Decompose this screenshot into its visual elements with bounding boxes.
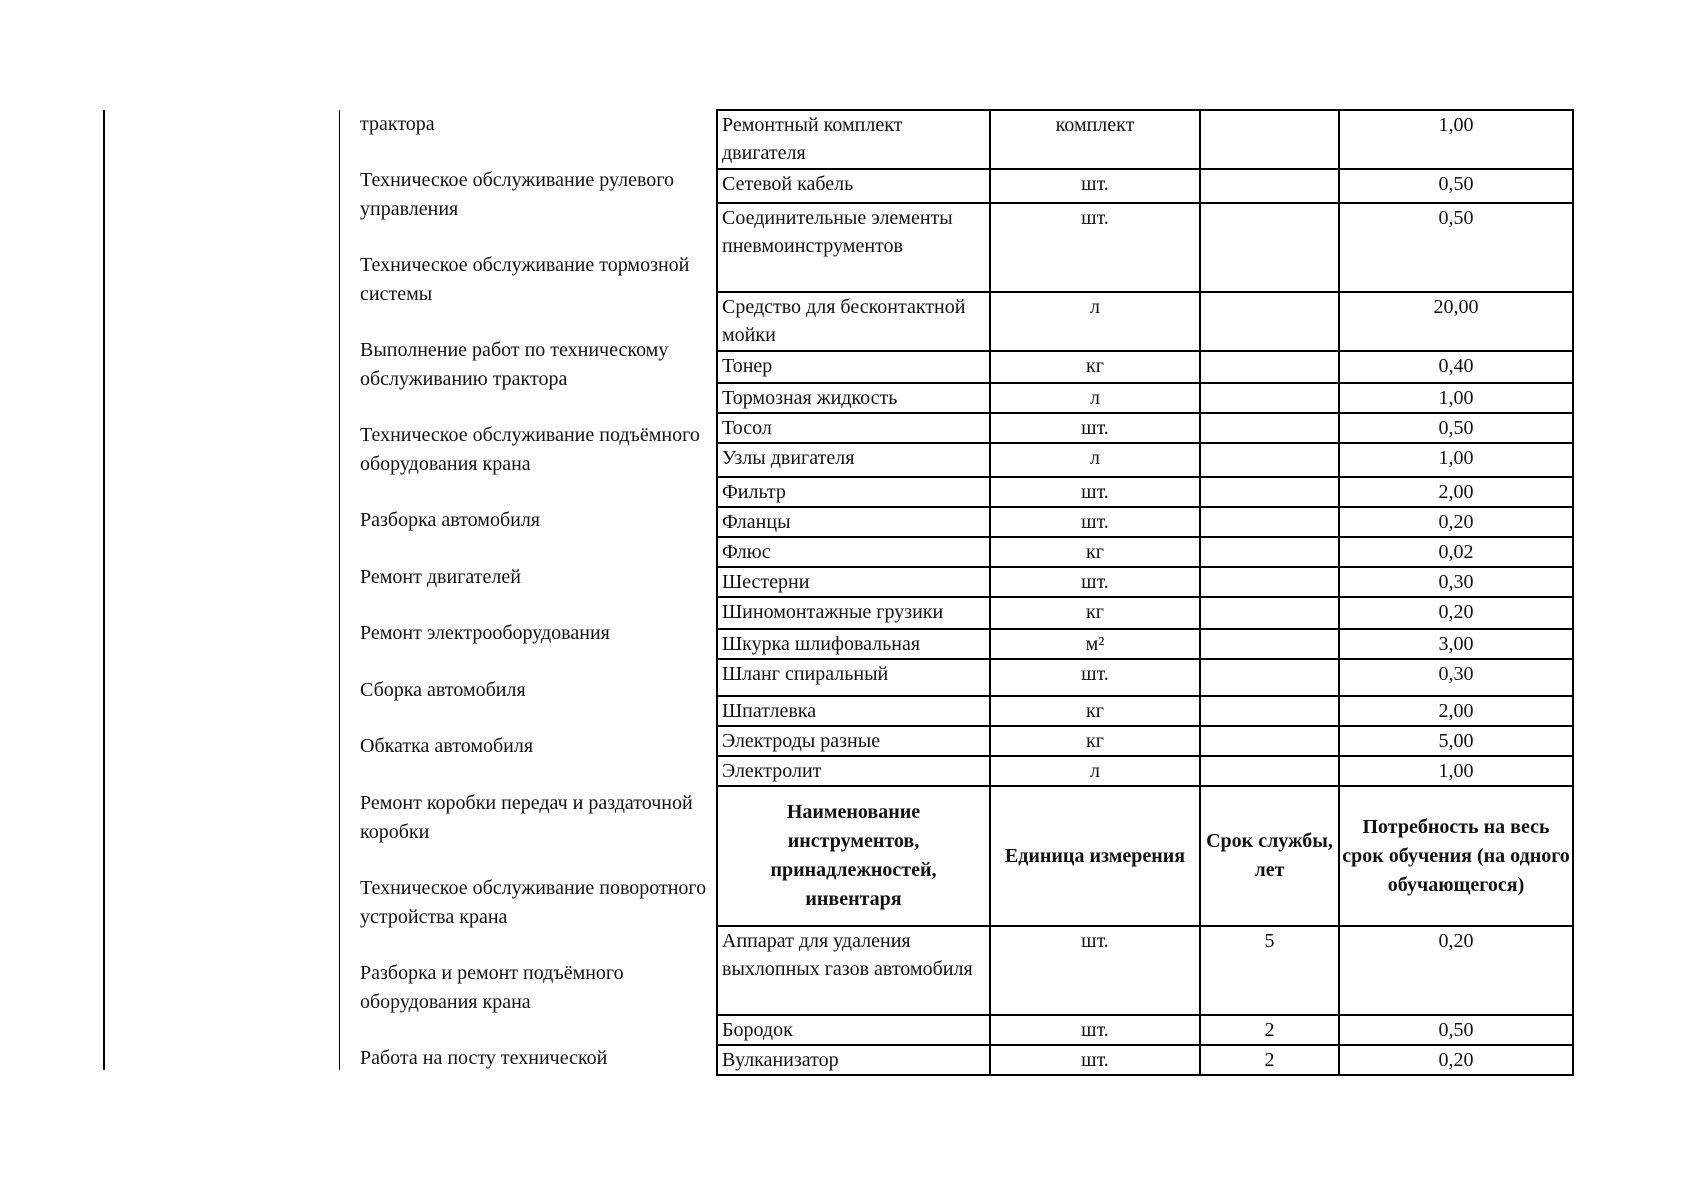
material-name: Шпатлевка bbox=[717, 696, 990, 726]
material-life bbox=[1200, 383, 1339, 413]
equipment-table bbox=[716, 109, 1574, 1076]
material-need: 20,00 bbox=[1339, 292, 1573, 351]
header-need-cell: Потребность на весь срок обучения (на одного обучающегося) bbox=[1339, 786, 1573, 926]
material-need: 1,00 bbox=[1339, 443, 1573, 477]
material-need: 0,02 bbox=[1339, 537, 1573, 567]
material-unit: кг bbox=[990, 726, 1200, 756]
material-need: 0,20 bbox=[1339, 507, 1573, 537]
material-need: 0,20 bbox=[1339, 597, 1573, 629]
material-unit: кг bbox=[990, 597, 1200, 629]
material-name: Флюс bbox=[717, 537, 990, 567]
table-row bbox=[717, 629, 1573, 659]
material-life bbox=[1200, 726, 1339, 756]
topic-item: Обкатка автомобиля bbox=[360, 735, 534, 757]
table-row bbox=[717, 110, 1573, 169]
header-life-cell: Срок службы, лет bbox=[1200, 786, 1339, 926]
material-life bbox=[1200, 443, 1339, 477]
material-name: Средство для бесконтактной мойки bbox=[717, 292, 990, 351]
topic-item: Техническое обслуживание поворотного устройства крана bbox=[360, 877, 707, 928]
material-need: 0,30 bbox=[1339, 567, 1573, 597]
header-name-cell: Наименование инструментов, принадлежностей, инвентаря bbox=[717, 786, 990, 926]
material-need: 0,40 bbox=[1339, 351, 1573, 383]
material-life bbox=[1200, 567, 1339, 597]
material-life bbox=[1200, 110, 1339, 169]
table-row bbox=[717, 351, 1573, 383]
tool-name: Вулканизатор bbox=[717, 1045, 990, 1075]
tool-need: 0,20 bbox=[1339, 1045, 1573, 1075]
material-life bbox=[1200, 597, 1339, 629]
material-unit: шт. bbox=[990, 413, 1200, 443]
material-name: Соединительные элементы пневмоинструментов bbox=[717, 203, 990, 292]
topic-item: Ремонт коробки передач и раздаточной коробки bbox=[360, 792, 693, 843]
table-row bbox=[717, 477, 1573, 507]
material-name: Электроды разные bbox=[717, 726, 990, 756]
material-unit: шт. bbox=[990, 507, 1200, 537]
topic-item: Ремонт двигателей bbox=[360, 566, 521, 588]
table-row bbox=[717, 169, 1573, 203]
topic-item: Техническое обслуживание тормозной системы bbox=[360, 254, 690, 305]
table-row bbox=[717, 292, 1573, 351]
topic-item: Ремонт электрооборудования bbox=[360, 622, 610, 644]
material-need: 0,50 bbox=[1339, 413, 1573, 443]
material-unit: шт. bbox=[990, 659, 1200, 696]
material-name: Шланг спиральный bbox=[717, 659, 990, 696]
material-life bbox=[1200, 292, 1339, 351]
material-need: 3,00 bbox=[1339, 629, 1573, 659]
table-row bbox=[717, 567, 1573, 597]
material-life bbox=[1200, 413, 1339, 443]
material-name: Сетевой кабель bbox=[717, 169, 990, 203]
table-row bbox=[717, 726, 1573, 756]
material-need: 2,00 bbox=[1339, 477, 1573, 507]
tool-need: 0,20 bbox=[1339, 926, 1573, 1015]
material-name: Узлы двигателя bbox=[717, 443, 990, 477]
table-row bbox=[717, 1015, 1573, 1045]
table-row bbox=[717, 696, 1573, 726]
material-name: Шиномонтажные грузики bbox=[717, 597, 990, 629]
material-life bbox=[1200, 203, 1339, 292]
topic-item: Техническое обслуживание рулевого управления bbox=[360, 169, 674, 220]
tool-unit: шт. bbox=[990, 1045, 1200, 1075]
material-need: 0,50 bbox=[1339, 203, 1573, 292]
topic-item: трактора bbox=[360, 113, 435, 135]
tool-life: 2 bbox=[1200, 1045, 1339, 1075]
topic-item: Техническое обслуживание подъёмного оборудования крана bbox=[360, 424, 700, 475]
material-life bbox=[1200, 351, 1339, 383]
table-row bbox=[717, 383, 1573, 413]
material-unit: комплект bbox=[990, 110, 1200, 169]
tool-life: 2 bbox=[1200, 1015, 1339, 1045]
topic-item: Работа на посту технической bbox=[360, 1047, 608, 1069]
material-unit: л bbox=[990, 443, 1200, 477]
table-row bbox=[717, 413, 1573, 443]
material-unit: м² bbox=[990, 629, 1200, 659]
material-unit: л bbox=[990, 292, 1200, 351]
material-life bbox=[1200, 169, 1339, 203]
material-name: Тонер bbox=[717, 351, 990, 383]
topic-item: Сборка автомобиля bbox=[360, 679, 526, 701]
material-need: 1,00 bbox=[1339, 110, 1573, 169]
material-life bbox=[1200, 659, 1339, 696]
material-unit: кг bbox=[990, 537, 1200, 567]
material-need: 2,00 bbox=[1339, 696, 1573, 726]
material-need: 1,00 bbox=[1339, 383, 1573, 413]
material-unit: шт. bbox=[990, 203, 1200, 292]
table-row bbox=[717, 756, 1573, 786]
topic-item: Выполнение работ по техническому обслуживанию трактора bbox=[360, 339, 669, 390]
material-name: Тосол bbox=[717, 413, 990, 443]
tool-need: 0,50 bbox=[1339, 1015, 1573, 1045]
header-unit-cell: Единица измерения bbox=[990, 786, 1200, 926]
table-row bbox=[717, 203, 1573, 292]
table-row bbox=[717, 1045, 1573, 1075]
tool-life: 5 bbox=[1200, 926, 1339, 1015]
table-row bbox=[717, 443, 1573, 477]
material-name: Фильтр bbox=[717, 477, 990, 507]
table-row bbox=[717, 659, 1573, 696]
material-unit: шт. bbox=[990, 477, 1200, 507]
material-name: Фланцы bbox=[717, 507, 990, 537]
topic-item: Разборка и ремонт подъёмного оборудования крана bbox=[360, 962, 624, 1013]
material-need: 0,30 bbox=[1339, 659, 1573, 696]
material-unit: шт. bbox=[990, 567, 1200, 597]
material-life bbox=[1200, 507, 1339, 537]
material-unit: л bbox=[990, 383, 1200, 413]
column-divider-rule bbox=[339, 110, 340, 1070]
tool-unit: шт. bbox=[990, 1015, 1200, 1045]
tool-name: Аппарат для удаления выхлопных газов автомобиля bbox=[717, 926, 990, 1015]
material-need: 5,00 bbox=[1339, 726, 1573, 756]
tool-unit: шт. bbox=[990, 926, 1200, 1015]
topic-item: Разборка автомобиля bbox=[360, 509, 540, 531]
material-life bbox=[1200, 756, 1339, 786]
tools-header-row bbox=[717, 786, 1573, 926]
table-row bbox=[717, 926, 1573, 1015]
table-row bbox=[717, 597, 1573, 629]
material-life bbox=[1200, 477, 1339, 507]
material-unit: кг bbox=[990, 351, 1200, 383]
left-margin-rule bbox=[103, 110, 105, 1070]
table-row bbox=[717, 507, 1573, 537]
tool-name: Бородок bbox=[717, 1015, 990, 1045]
material-need: 0,50 bbox=[1339, 169, 1573, 203]
table-row bbox=[717, 537, 1573, 567]
material-name: Тормозная жидкость bbox=[717, 383, 990, 413]
material-life bbox=[1200, 696, 1339, 726]
material-unit: кг bbox=[990, 696, 1200, 726]
material-name: Шкурка шлифовальная bbox=[717, 629, 990, 659]
material-name: Электролит bbox=[717, 756, 990, 786]
material-name: Ремонтный комплект двигателя bbox=[717, 110, 990, 169]
material-unit: шт. bbox=[990, 169, 1200, 203]
material-name: Шестерни bbox=[717, 567, 990, 597]
material-unit: л bbox=[990, 756, 1200, 786]
material-life bbox=[1200, 537, 1339, 567]
material-life bbox=[1200, 629, 1339, 659]
material-need: 1,00 bbox=[1339, 756, 1573, 786]
